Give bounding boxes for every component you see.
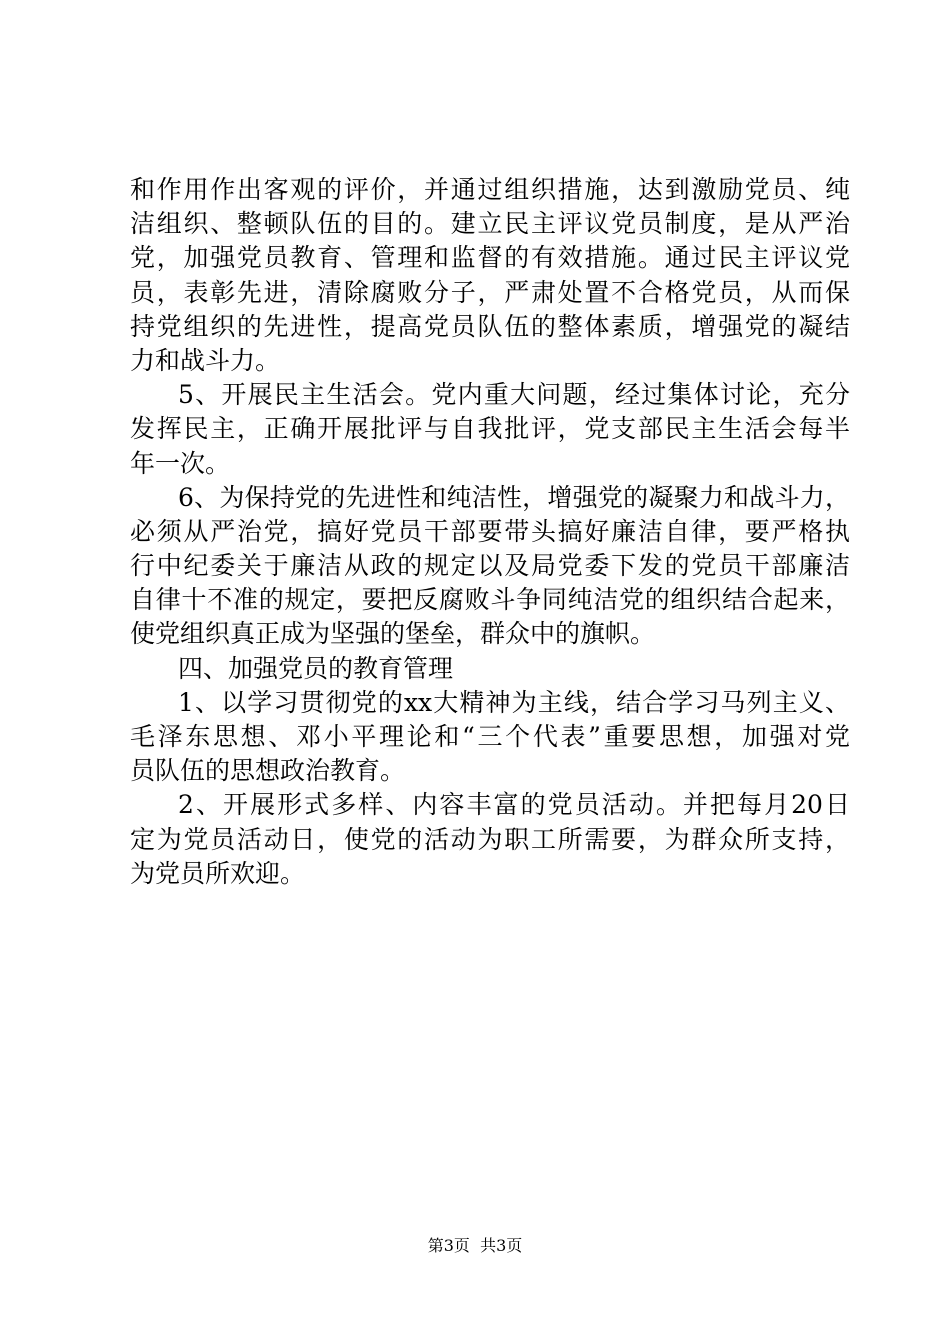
text-line: 为党员所欢迎。 — [130, 858, 306, 888]
text-line: 行中纪委关于廉洁从政的规定以及局党委下发的党员干部廉洁 — [130, 551, 850, 581]
text-line: 和作用作出客观的评价，并通过组织措施，达到激励党员、纯 — [130, 175, 850, 204]
text-line: 四、加强党员的教育管理 — [178, 653, 454, 683]
text-line: 持党组织的先进性，提高党员队伍的整体素质，增强党的凝结 — [130, 311, 850, 341]
text-line: 5、开展民主生活会。党内重大问题，经过集体讨论，充分 — [178, 380, 850, 410]
text-line: 党，加强党员教育、管理和监督的有效措施。通过民主评议党 — [130, 243, 850, 273]
text-line: 1、以学习贯彻党的xx大精神为主线，结合学习马列主义、 — [178, 687, 850, 717]
text-line: 员，表彰先进，清除腐败分子，严肃处置不合格党员，从而保 — [130, 277, 850, 307]
text-line: 自律十不准的规定，要把反腐败斗争同纯洁党的组织结合起来， — [130, 585, 850, 615]
text-line: 发挥民主，正确开展批评与自我批评，党支部民主生活会每半 — [130, 414, 850, 444]
text-line: 必须从严治党，搞好党员干部要带头搞好廉洁自律，要严格执 — [130, 516, 850, 546]
text-line: 洁组织、整顿队伍的目的。建立民主评议党员制度，是从严治 — [130, 209, 850, 239]
text-line: 力和战斗力。 — [130, 345, 281, 375]
text-line: 6、为保持党的先进性和纯洁性，增强党的凝聚力和战斗力， — [178, 482, 850, 512]
document-body — [130, 173, 850, 891]
text-line: 2、开展形式多样、内容丰富的党员活动。并把每月20日 — [178, 790, 850, 820]
text-line: 使党组织真正成为坚强的堡垒，群众中的旗帜。 — [130, 619, 656, 649]
page-footer: 第3页 共3页 — [427, 1236, 523, 1255]
text-line: 毛泽东思想、邓小平理论和“三个代表”重要思想，加强对党 — [130, 722, 850, 751]
text-line: 年一次。 — [130, 448, 231, 478]
text-line: 定为党员活动日，使党的活动为职工所需要，为群众所支持， — [130, 824, 850, 854]
text-line: 员队伍的思想政治教育。 — [130, 756, 406, 786]
